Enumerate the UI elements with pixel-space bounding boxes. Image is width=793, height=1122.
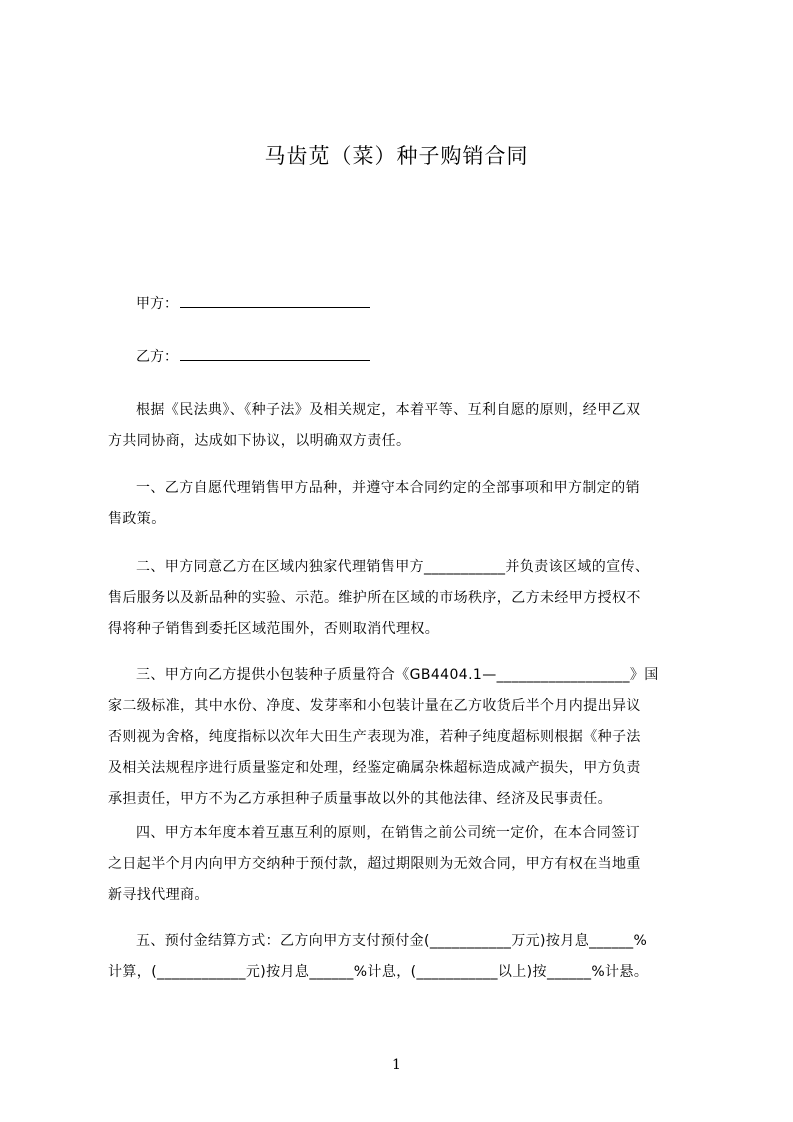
paragraph-line: 二、甲方同意乙方在区域内独家代理销售甲方___________并负责该区域的宣传、 <box>136 559 650 575</box>
clause-4-paragraph <box>108 818 708 911</box>
paragraph-line: 计算，(____________元)按月息______%计息，(___________以上)按______%计悬。 <box>108 964 649 980</box>
paragraph-line: 五、预付金结算方式：乙方向甲方支付预付金(___________万元)按月息______% <box>136 933 648 949</box>
paragraph-line: 之日起半个月内向甲方交纳种于预付款，超过期限则为无效合同，甲方有权在当地重 <box>108 856 641 872</box>
party-a-line <box>136 292 370 314</box>
paragraph-line: 新寻找代理商。 <box>108 887 209 903</box>
clause-1-paragraph <box>108 473 708 535</box>
contract-title: 马齿苋（菜）种子购销合同 <box>264 144 529 168</box>
party-b-blank <box>180 345 370 361</box>
party-b-label: 乙方： <box>136 349 178 365</box>
paragraph-line: 否则视为舍格，纯度指标以次年大田生产表现为准，若种子纯度超标则根据《种子法 <box>108 729 641 745</box>
clause-3-paragraph <box>108 660 708 815</box>
party-a-blank <box>180 292 370 308</box>
paragraph-line: 得将种子销售到委托区域范围外，否则取消代理权。 <box>108 621 440 637</box>
paragraph-line: 根据《民法典》、《种子法》及相关规定，本着平等、互利自愿的原则，经甲乙双 <box>136 402 641 418</box>
paragraph-line: 及相关法规程序进行质量鉴定和处理，经鉴定确属杂株超标造成减产损失，甲方负责 <box>108 760 641 776</box>
paragraph-line: 售政策。 <box>108 511 166 527</box>
paragraph-line: 四、甲方本年度本着互惠互利的原则，在销售之前公司统一定价，在本合同签订 <box>136 825 640 841</box>
paragraph-line: 方共同协商，达成如下协议，以明确双方责任。 <box>108 433 411 449</box>
party-a-label: 甲方： <box>136 296 178 312</box>
page-number: 1 <box>392 1057 401 1073</box>
paragraph-line: 售后服务以及新品种的实验、示范。维护所在区域的市场秩序，乙方未经甲方授权不 <box>108 590 641 606</box>
paragraph-line: 一、乙方自愿代理销售甲方品种，并遵守本合同约定的全部事项和甲方制定的销 <box>136 480 640 496</box>
clause-5-paragraph <box>108 926 708 988</box>
clause-2-paragraph <box>108 552 708 645</box>
paragraph-line: 承担责任，甲方不为乙方承担种子质量事故以外的其他法律、经济及民事责任。 <box>108 791 612 807</box>
paragraph-line: 家二级标准，其中水份、净度、发芽率和小包装计量在乙方收货后半个月内提出异议 <box>108 698 641 714</box>
paragraph-line: 三、甲方向乙方提供小包装种子质量符合《GB4404.1—__________________》国 <box>136 667 659 683</box>
preamble-paragraph <box>108 395 708 457</box>
party-b-line <box>136 345 370 367</box>
